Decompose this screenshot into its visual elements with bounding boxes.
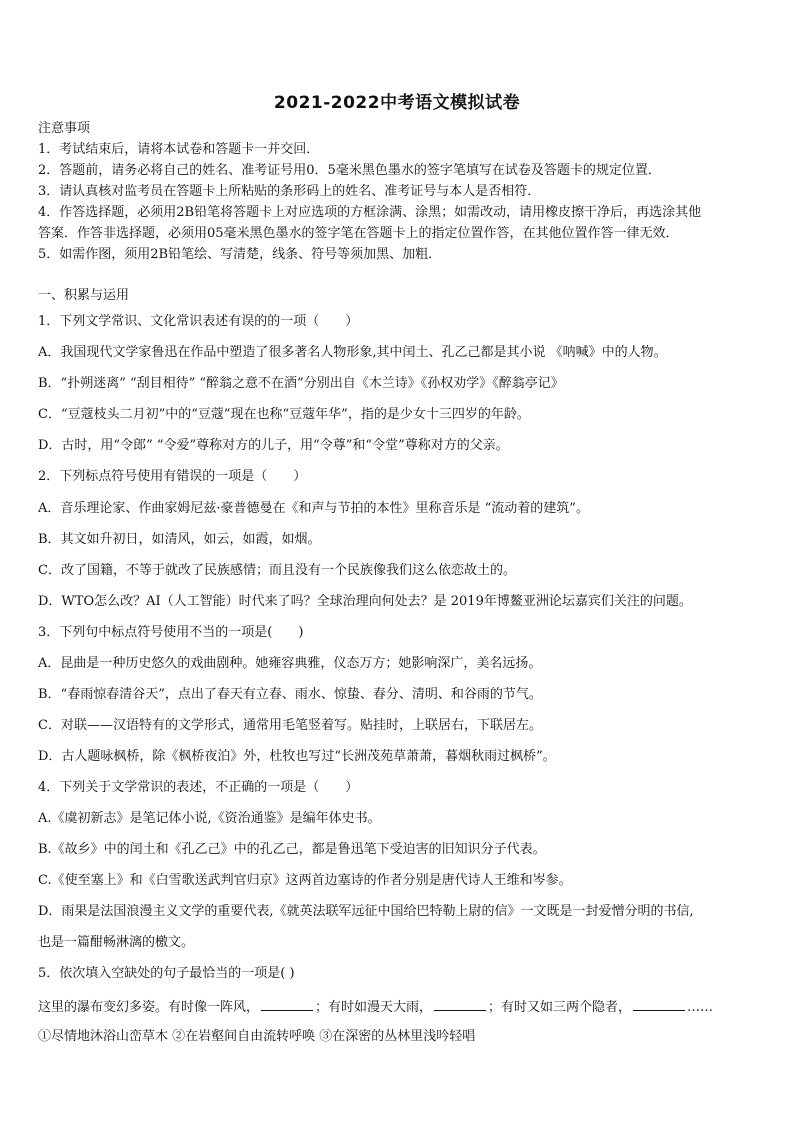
notice-item: 1．考试结束后，请将本试卷和答题卡一并交回． [38,142,320,157]
option-b: B．“扑朔迷离” “刮目相待” “醉翁之意不在酒”分别出自《木兰诗》《孙权劝学》《醉翁亭记》 [38,376,564,391]
option-d: D．雨果是法国浪漫主义文学的重要代表,《就英法联军远征中国给巴特勒上尉的信》一文既是一封爱憎分明的书信, [38,904,694,919]
notice-item: 答案．作答非选择题，必须用05毫米黑色墨水的签字笔在答题卡上的指定位置作答，在其他位置作答一律无效． [38,226,679,241]
exam-title: 2021-2022中考语文模拟试卷 [273,93,521,113]
question-stem: 5．依次填入空缺处的句子最恰当的一项是( ) [38,966,295,981]
option-b: B.《故乡》中的闰土和《孔乙己》中的孔乙己，都是鲁迅笔下受迫害的旧知识分子代表。 [38,842,546,857]
notice-item: 3．请认真核对监考员在答题卡上所粘贴的条形码上的姓名、准考证号与本人是否相符． [38,184,541,199]
option-c: C．“豆蔻枝头二月初”中的“豆蔻”现在也称“豆蔻年华”，指的是少女十三四岁的年龄。 [38,407,530,422]
passage-segment: …… [687,1000,714,1015]
option-d-continued: 也是一篇酣畅淋漓的檄文。 [38,935,195,950]
section-heading: 一、积累与运用 [38,288,130,303]
fill-options: ①尽情地沐浴山峦草木 ②在岩壑间自由流转呼唤 ③在深密的丛林里浅吟轻唱 [38,1029,476,1044]
notice-heading: 注意事项 [38,121,91,136]
notice-item: 2．答题前，请务必将自己的姓名、准考证号用0．5毫米黑色墨水的签字笔填写在试卷及答题卡的规定位置． [38,163,661,178]
option-c: C．对联——汉语特有的文学形式，通常用毛笔竖着写。贴挂时，上联居右，下联居左。 [38,718,542,733]
option-c: C.《使至塞上》和《白雪歌送武判官归京》这两首边塞诗的作者分别是唐代诗人王维和岑参。 [38,873,572,888]
answer-blank[interactable] [261,998,313,1011]
option-d: D．古时，用“令郎” “令爱”尊称对方的儿子，用“令尊”和“令堂”尊称对方的父亲。 [38,438,509,453]
passage-segment: ；有时如漫天大雨， [315,1000,433,1015]
option-a: A．音乐理论家、作曲家姆尼兹·豪普德曼在《和声与节拍的本性》里称音乐是 “流动着的建筑”。 [38,501,589,516]
option-d: D．WTO怎么改？AI（人工智能）时代来了吗？全球治理向何处去？是 2019年博鳌亚洲论坛嘉宾们关注的问题。 [38,594,692,609]
passage-segment: ；有时又如三两个隐者， [488,1000,632,1015]
option-b: B．“春雨惊春清谷天”，点出了春天有立春、雨水、惊蛰、春分、清明、和谷雨的节气。 [38,687,542,702]
option-a: A．昆曲是一种历史悠久的戏曲剧种。她雍容典雅，仪态万方；她影响深广，美名远扬。 [38,656,542,671]
notice-item: 4．作答选择题，必须用2B铅笔将答题卡上对应选项的方框涂满、涂黑；如需改动，请用橡皮擦干净后，再选涂其他 [38,205,702,220]
passage-with-blanks [38,998,762,1016]
question-stem: 3．下列句中标点符号使用不当的一项是( ) [38,625,304,640]
option-b: B．其文如升初日，如清风，如云，如霞，如烟。 [38,532,321,547]
answer-blank[interactable] [434,998,486,1011]
question-stem: 4．下列关于文学常识的表述，不正确的一项是（ ） [38,780,359,795]
answer-blank[interactable] [633,998,685,1011]
passage-segment: 这里的瀑布变幻多姿。有时像一阵风， [38,1000,260,1015]
notice-item: 5．如需作图，须用2B铅笔绘、写清楚，线条、符号等须加黑、加粗． [38,247,442,262]
question-stem: 1．下列文学常识、文化常识表述有误的的一项（ ） [38,314,359,329]
option-a: A．我国现代文学家鲁迅在作品中塑造了很多著名人物形象,其中闰土、孔乙己都是其小说 《呐喊》中的人物。 [38,345,667,360]
option-c: C．改了国籍，不等于就改了民族感情；而且没有一个民族像我们这么依恋故土的。 [38,563,516,578]
question-stem: 2．下列标点符号使用有错误的一项是（ ） [38,469,307,484]
option-a: A.《虞初新志》是笔记体小说,《资治通鉴》是编年体史书。 [38,811,381,826]
option-d: D．古人题咏枫桥，除《枫桥夜泊》外，杜牧也写过“长洲茂苑草萧萧，暮烟秋雨过枫桥”。 [38,749,556,764]
